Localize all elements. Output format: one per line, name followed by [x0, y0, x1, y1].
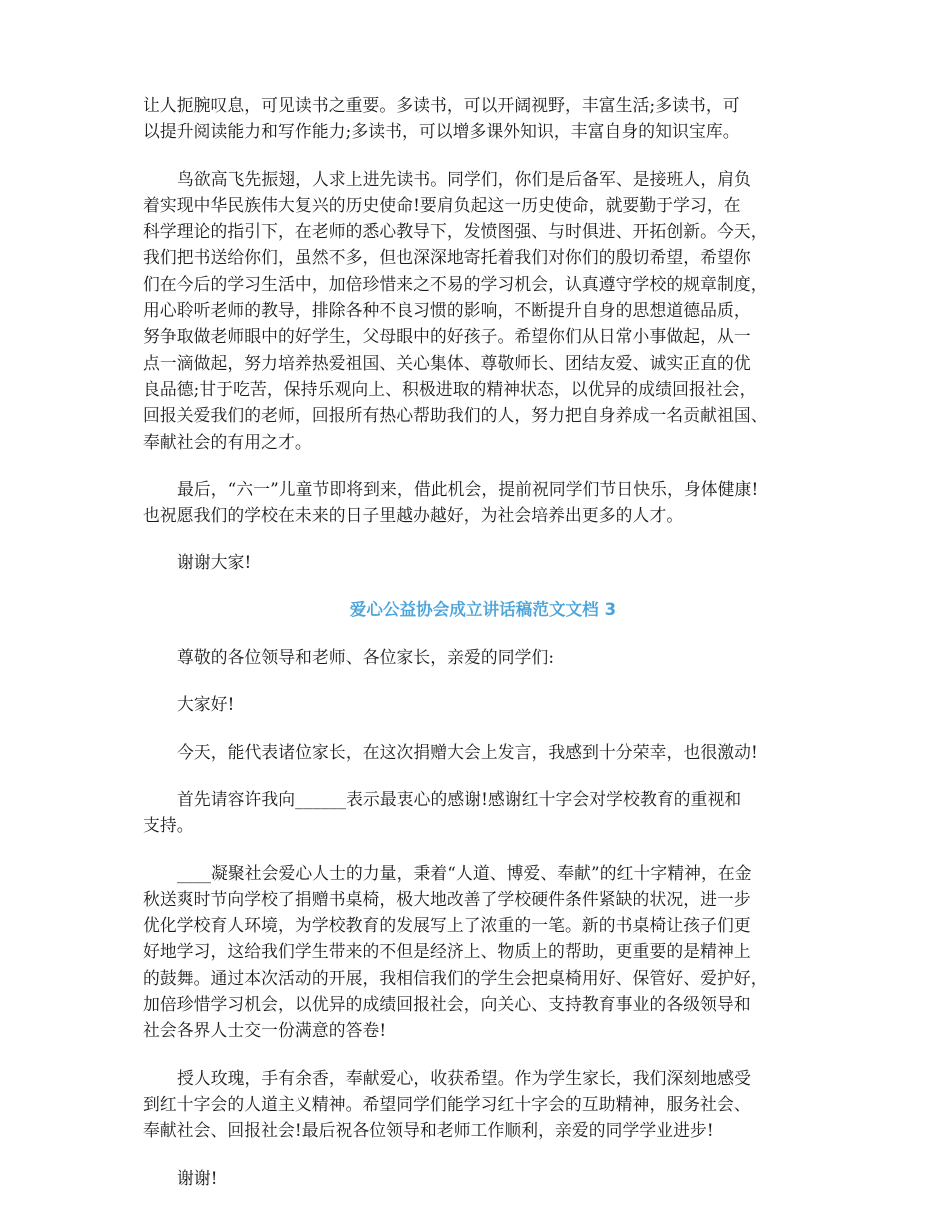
text-line: 今天，能代表诸位家长，在这次捐赠大会上发言，我感到十分荣幸，也很激动!	[177, 741, 758, 762]
paragraph-donation	[143, 860, 823, 1044]
text-line: 首先请容许我向______表示最衷心的感谢!感谢红十字会对学校教育的重视和	[177, 788, 742, 809]
paragraph-salutation	[143, 644, 823, 670]
text-line: 也祝愿我们的学校在未来的日子里越办越好，为社会培养出更多的人才。	[143, 505, 684, 526]
text-line: 点一滴做起，努力培养热爱祖国、关心集体、尊敬师长、团结友爱、诚实正直的优	[143, 352, 751, 373]
section-heading: 爱心公益协会成立讲话稿范文文档 3	[349, 599, 617, 619]
text-line: 努争取做老师眼中的好学生，父母眼中的好孩子。希望你们从日常小事做起，从一	[143, 326, 751, 347]
text-line: 们在今后的学习生活中，加倍珍惜来之不易的学习机会，认真遵守学校的规章制度，	[143, 273, 768, 294]
text-line: 让人扼腕叹息，可见读书之重要。多读书，可以开阔视野，丰富生活;多读书，可	[143, 95, 740, 115]
text-line: 授人玫瑰，手有余香，奉献爱心，收获希望。作为学生家长，我们深刻地感受	[177, 1067, 751, 1088]
text-line: 鸟欲高飞先振翅，人求上进先读书。同学们，你们是后备军、是接班人，肩负	[177, 168, 751, 189]
text-line: 谢谢!	[177, 1167, 218, 1188]
text-line: 支持。	[143, 815, 194, 836]
text-line: 好地学习，这给我们学生带来的不但是经济上、物质上的帮助，更重要的是精神上	[143, 941, 751, 962]
text-line: 的鼓舞。通过本次活动的开展，我相信我们的学生会把桌椅用好、保管好、爱护好，	[143, 967, 768, 988]
text-line: 以提升阅读能力和写作能力;多读书，可以增多课外知识，丰富自身的知识宝库。	[143, 121, 740, 142]
text-line: 优化学校育人环境，为学校教育的发展写上了浓重的一笔。新的书桌椅让孩子们更	[143, 915, 751, 936]
text-line: 秋送爽时节向学校了捐赠书桌椅，极大地改善了学校硬件条件紧缺的状况，进一步	[143, 888, 751, 909]
text-line: 到红十字会的人道主义精神。希望同学们能学习红十字会的互助精神，服务社会、	[143, 1093, 751, 1114]
document-body	[143, 92, 823, 1212]
text-line: 奉献社会的有用之才。	[143, 431, 312, 452]
text-line: 着实现中华民族伟大复兴的历史使命!要肩负起这一历史使命，就要勤于学习，在	[143, 194, 741, 215]
paragraph-encouragement	[143, 166, 823, 455]
paragraph-greeting	[143, 691, 823, 717]
text-line: 回报关爱我们的老师，回报所有热心帮助我们的人，努力把自身养成一名贡献祖国、	[143, 405, 768, 426]
text-line: 大家好!	[177, 694, 235, 715]
text-line: 加倍珍惜学习机会，以优异的成绩回报社会，向关心、支持教育事业的各级领导和	[143, 994, 751, 1015]
paragraph-thanks-all	[143, 549, 823, 575]
paragraph-reading-importance	[143, 92, 823, 145]
text-line: 最后，“六一”儿童节即将到来，借此机会，提前祝同学们节日快乐，身体健康!	[177, 478, 759, 499]
text-line: 用心聆听老师的教导，排除各种不良习惯的影响，不断提升自身的思想道德品质，	[143, 300, 751, 321]
text-line: 良品德;甘于吃苦，保持乐观向上、积极进取的精神状态，以优异的成绩回报社会，	[143, 378, 757, 399]
text-line: 谢谢大家!	[177, 552, 252, 573]
text-line: 奉献社会、回报社会!最后祝各位领导和老师工作顺利，亲爱的同学学业进步!	[143, 1120, 714, 1141]
paragraph-gratitude	[143, 786, 823, 839]
text-line: 社会各界人士交一份满意的答卷!	[143, 1020, 387, 1041]
text-line: ____凝聚社会爱心人士的力量，秉着“人道、博爱、奉献”的红十字精神，在金	[177, 862, 752, 883]
paragraph-roses	[143, 1065, 823, 1144]
text-line: 我们把书送给你们，虽然不多，但也深深地寄托着我们对你们的殷切希望，希望你	[143, 247, 751, 268]
text-line: 科学理论的指引下，在老师的悉心教导下，发愤图强、与时俱进、开拓创新。今天，	[143, 221, 768, 242]
paragraph-closing-thanks	[143, 1165, 823, 1191]
paragraph-childrens-day	[143, 476, 823, 529]
text-line: 尊敬的各位领导和老师、各位家长，亲爱的同学们:	[177, 647, 555, 668]
paragraph-opening	[143, 739, 823, 765]
